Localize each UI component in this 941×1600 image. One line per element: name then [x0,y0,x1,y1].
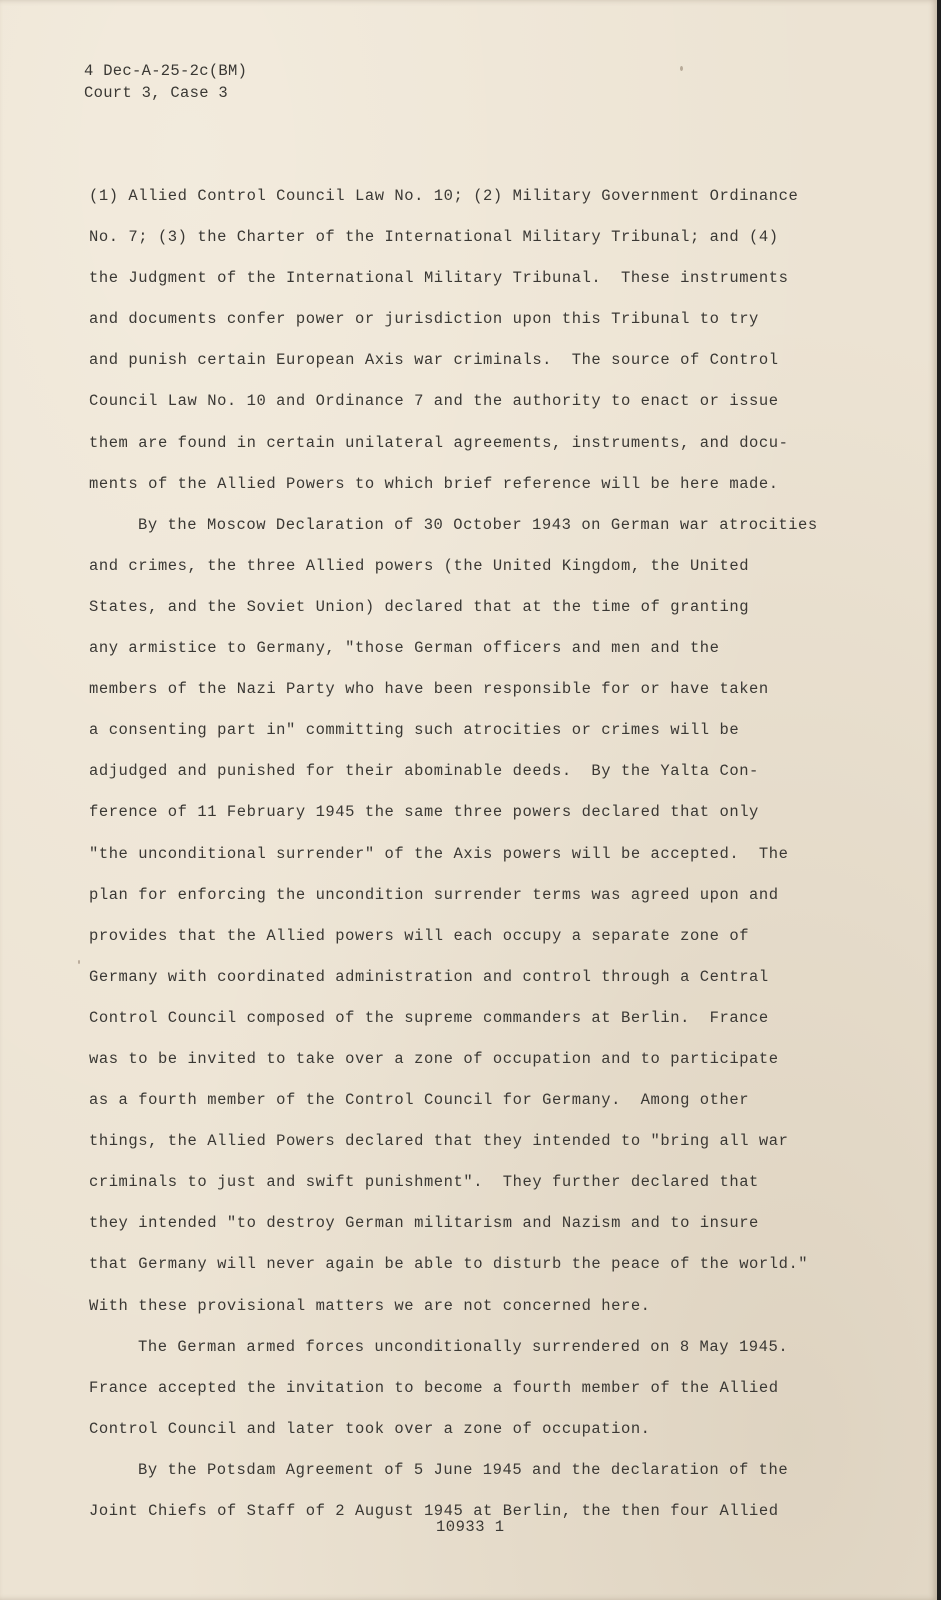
text-line: adjudged and punished for their abominable deeds. By the Yalta Con- [89,762,759,781]
text-line: things, the Allied Powers declared that they intended to "bring all war [89,1132,789,1151]
text-line: was to be invited to take over a zone of occupation and to participate [89,1049,779,1068]
text-line: "the unconditional surrender" of the Axis powers will be accepted. The [89,844,789,863]
text-line: ments of the Allied Powers to which brief reference will be here made. [89,474,779,493]
text-line: With these provisional matters we are not concerned here. [89,1296,651,1315]
text-line: Germany with coordinated administration and control through a Central [89,967,769,986]
text-line: any armistice to Germany, "those German officers and men and the [89,639,720,658]
text-line: them are found in certain unilateral agreements, instruments, and docu- [89,433,789,452]
text-line: and crimes, the three Allied powers (the United Kingdom, the United [89,556,750,575]
document-reference: 4 Dec-A-25-2c(BM) [84,62,248,80]
page-number: 10933 1 [436,1518,505,1536]
text-line: and documents confer power or jurisdiction upon this Tribunal to try [89,310,759,329]
document-body [89,176,929,1532]
text-line: plan for enforcing the uncondition surrender terms was agreed upon and [89,885,779,904]
text-line: (1) Allied Control Council Law No. 10; (2) Military Government Ordinance [89,187,799,205]
scan-edge [937,0,941,1600]
text-line: criminals to just and swift punishment". They further declared that [89,1173,759,1192]
text-line: States, and the Soviet Union) declared that at the time of granting [89,597,750,616]
text-line: France accepted the invitation to become a fourth member of the Allied [89,1378,779,1397]
text-line: and punish certain European Axis war criminals. The source of Control [89,351,779,370]
text-line: as a fourth member of the Control Council for Germany. Among other [89,1091,750,1110]
text-line: Control Council and later took over a zone of occupation. [89,1419,651,1438]
paper-speck [680,66,683,71]
document-header [84,60,247,104]
court-case: Court 3, Case 3 [84,84,229,102]
text-line: The German armed forces unconditionally surrendered on 8 May 1945. [138,1337,789,1356]
paragraph-3 [89,1327,929,1450]
text-line: provides that the Allied powers will each occupy a separate zone of [89,926,750,945]
paragraph-1 [89,176,929,505]
text-line: No. 7; (3) the Charter of the International Military Tribunal; and (4) [89,228,779,247]
text-line: the Judgment of the International Military Tribunal. These instruments [89,269,789,288]
text-line: ference of 11 February 1945 the same three powers declared that only [89,803,759,822]
text-line: Joint Chiefs of Staff of 2 August 1945 at Berlin, the then four Allied [89,1502,779,1520]
text-line: Control Council composed of the supreme commanders at Berlin. France [89,1008,769,1027]
paper-speck [78,960,80,964]
text-line: they intended "to destroy German militarism and Nazism and to insure [89,1214,759,1233]
text-line: members of the Nazi Party who have been responsible for or have taken [89,680,769,699]
text-line: By the Potsdam Agreement of 5 June 1945 and the declaration of the [138,1460,789,1479]
text-line: Council Law No. 10 and Ordinance 7 and the authority to enact or issue [89,392,779,411]
paragraph-2 [89,505,929,1327]
text-line: a consenting part in" committing such atrocities or crimes will be [89,721,740,740]
text-line: By the Moscow Declaration of 30 October 1943 on German war atrocities [138,515,818,534]
paragraph-4 [89,1450,929,1532]
text-line: that Germany will never again be able to disturb the peace of the world." [89,1255,809,1274]
